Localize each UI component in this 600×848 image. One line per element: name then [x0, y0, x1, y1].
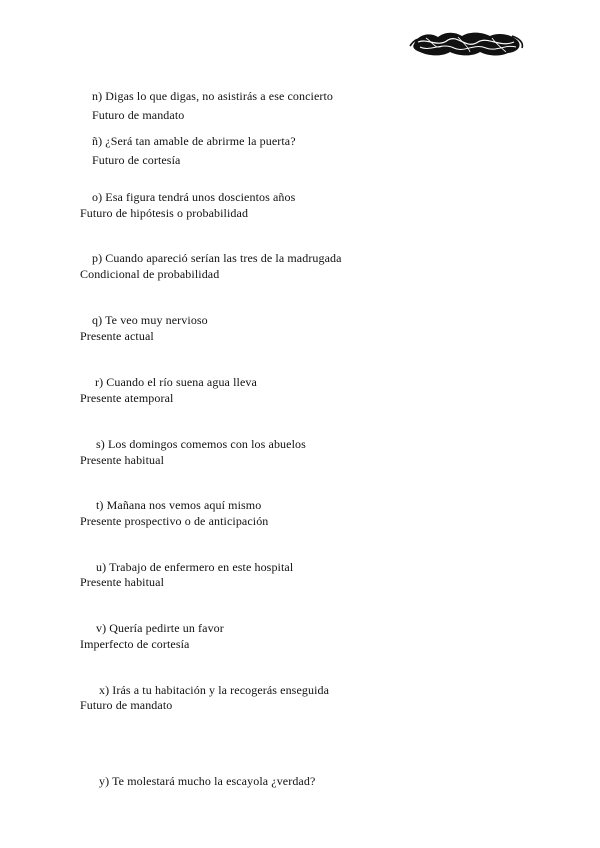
item-t-sentence: t) Mañana nos vemos aquí mismo [96, 498, 262, 512]
item-x-answer: Futuro de mandato [80, 698, 173, 712]
item-p-answer: Condicional de probabilidad [80, 267, 220, 281]
item-s-sentence: s) Los domingos comemos con los abuelos [96, 437, 306, 451]
item-x-sentence: x) Irás a tu habitación y la recogerás enseguida [99, 683, 330, 697]
item-u-answer: Presente habitual [80, 575, 165, 589]
item-v-answer: Imperfecto de cortesía [80, 637, 190, 651]
item-p-sentence: p) Cuando apareció serían las tres de la madrugada [92, 251, 342, 265]
item-n-answer: Futuro de mandato [92, 108, 185, 122]
item-q-answer: Presente actual [80, 329, 154, 343]
item-s-answer: Presente habitual [80, 453, 165, 467]
scribbled-out-name [408, 28, 524, 60]
item-q-sentence: q) Te veo muy nervioso [92, 313, 208, 327]
item-enye-answer: Futuro de cortesía [92, 153, 181, 167]
item-enye-sentence: ñ) ¿Será tan amable de abrirme la puerta? [92, 134, 296, 148]
item-n-sentence: n) Digas lo que digas, no asistirás a ese concierto [92, 89, 334, 103]
item-o-answer: Futuro de hipótesis o probabilidad [80, 206, 249, 220]
item-y-sentence: y) Te molestará mucho la escayola ¿verdad? [99, 774, 316, 788]
item-r-answer: Presente atemporal [80, 391, 174, 405]
item-v-sentence: v) Quería pedirte un favor [96, 621, 224, 635]
item-o-sentence: o) Esa figura tendrá unos doscientos años [92, 190, 296, 204]
item-r-sentence: r) Cuando el río suena agua lleva [95, 375, 257, 389]
item-t-answer: Presente prospectivo o de anticipación [80, 514, 269, 528]
item-u-sentence: u) Trabajo de enfermero en este hospital [96, 560, 294, 574]
